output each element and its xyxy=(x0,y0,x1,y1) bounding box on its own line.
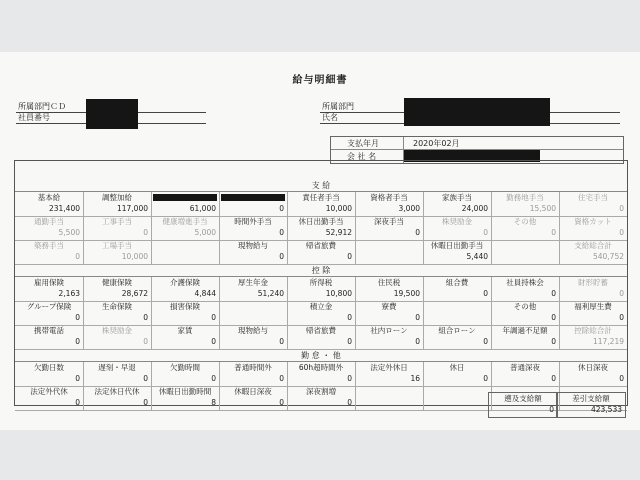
table-cell xyxy=(559,325,627,349)
table-cell xyxy=(151,277,220,301)
table-cell xyxy=(219,192,288,216)
net-pay-box xyxy=(556,392,626,418)
cell-value: 0 xyxy=(483,289,488,298)
cell-value: 5,000 xyxy=(194,228,216,237)
cell-value: 0 xyxy=(143,313,148,322)
cell-label: その他 xyxy=(513,302,537,311)
cell-value: 117,000 xyxy=(116,204,148,213)
row-divider xyxy=(15,349,627,350)
cell-label: 時間外手当 xyxy=(234,217,272,226)
cell-value: 0 xyxy=(551,374,556,383)
table-cell xyxy=(151,301,220,325)
cell-value: 0 xyxy=(619,204,624,213)
cell-label: 休日 xyxy=(449,363,465,372)
cell-value: 0 xyxy=(143,228,148,237)
retro-pay-value: 0 xyxy=(549,405,554,414)
cell-value: 0 xyxy=(619,374,624,383)
cell-label: 介護保険 xyxy=(170,278,200,287)
cell-label: 株奨励金 xyxy=(442,217,472,226)
cell-value: 5,500 xyxy=(58,228,80,237)
cell-value: 28,672 xyxy=(121,289,148,298)
cell-label: 社員持株会 xyxy=(506,278,544,287)
retro-pay-box xyxy=(488,392,558,418)
table-cell xyxy=(355,192,424,216)
cell-label: 帰省旅費 xyxy=(306,326,336,335)
cell-value: 0 xyxy=(347,374,352,383)
cell-label: 深夜手当 xyxy=(374,217,404,226)
redaction-bar xyxy=(221,194,285,201)
table-cell xyxy=(423,240,492,264)
table-cell xyxy=(491,277,560,301)
pay-month-label: 支払年月 xyxy=(347,139,379,148)
table-cell xyxy=(15,240,84,264)
table-cell xyxy=(559,362,627,386)
table-cell xyxy=(83,362,152,386)
cell-value: 540,752 xyxy=(592,252,624,261)
cell-value: 0 xyxy=(75,337,80,346)
cell-label: 年調過不足額 xyxy=(502,326,548,335)
cell-label: 住民税 xyxy=(377,278,401,287)
table-cell xyxy=(423,325,492,349)
cell-value: 0 xyxy=(279,374,284,383)
cell-label: 所得税 xyxy=(309,278,333,287)
cell-value: 0 xyxy=(347,398,352,407)
table-cell xyxy=(219,277,288,301)
table-cell xyxy=(219,216,288,240)
cell-value: 52,912 xyxy=(325,228,352,237)
cell-label: 株奨励金 xyxy=(102,326,132,335)
cell-label: 支給総合計 xyxy=(574,241,612,250)
pay-month-value: 2020年02月 xyxy=(413,139,460,148)
cell-label: その他 xyxy=(513,217,537,226)
table-cell xyxy=(559,216,627,240)
table-cell xyxy=(219,325,288,349)
cell-label: 健康保険 xyxy=(102,278,132,287)
cell-value: 15,500 xyxy=(529,204,556,213)
table-cell xyxy=(559,192,627,216)
table-cell xyxy=(83,386,152,410)
table-cell xyxy=(423,216,492,240)
table-cell xyxy=(423,362,492,386)
document-title: 給与明細書 xyxy=(292,75,348,86)
cell-value: 0 xyxy=(619,289,624,298)
table-cell xyxy=(355,362,424,386)
cell-value: 0 xyxy=(75,252,80,261)
table-cell xyxy=(491,301,560,325)
table-cell xyxy=(151,362,220,386)
cell-value: 117,219 xyxy=(592,337,624,346)
table-cell xyxy=(559,277,627,301)
cell-value: 0 xyxy=(619,313,624,322)
cell-value: 0 xyxy=(279,252,284,261)
table-cell xyxy=(559,240,627,264)
table-cell xyxy=(287,192,356,216)
name-label: 氏名 xyxy=(322,113,338,122)
cell-label: 法定外代休 xyxy=(30,387,68,396)
table-cell xyxy=(83,240,152,264)
table-cell xyxy=(355,386,424,410)
cell-value: 0 xyxy=(619,228,624,237)
cell-value: 61,000 xyxy=(189,204,216,213)
table-cell xyxy=(287,301,356,325)
table-cell xyxy=(15,192,84,216)
net-pay-label: 差引支給額 xyxy=(572,394,610,403)
table-cell xyxy=(491,216,560,240)
cell-label: 家族手当 xyxy=(442,193,472,202)
table-cell xyxy=(491,192,560,216)
cell-label: 工事手当 xyxy=(102,217,132,226)
table-cell xyxy=(287,240,356,264)
dept-label: 所属部門 xyxy=(322,102,354,111)
table-cell xyxy=(15,301,84,325)
cell-value: 2,163 xyxy=(58,289,80,298)
table-cell xyxy=(83,301,152,325)
table-cell xyxy=(355,240,424,264)
table-cell xyxy=(15,277,84,301)
table-cell xyxy=(219,301,288,325)
cell-label: 法定外休日 xyxy=(370,363,408,372)
cell-value: 0 xyxy=(211,313,216,322)
cell-label: 責任者手当 xyxy=(302,193,340,202)
cell-value: 0 xyxy=(143,337,148,346)
cell-value: 0 xyxy=(551,313,556,322)
cell-value: 10,000 xyxy=(121,252,148,261)
cell-value: 10,800 xyxy=(325,289,352,298)
company-label: 会 社 名 xyxy=(347,152,377,161)
employee-number-label: 社員番号 xyxy=(18,113,50,122)
section-payment-header: 支 給 xyxy=(15,181,627,192)
table-cell xyxy=(15,325,84,349)
table-cell xyxy=(151,240,220,264)
cell-label: 資格者手当 xyxy=(370,193,408,202)
cell-label: グループ保険 xyxy=(26,302,72,311)
cell-label: 生命保険 xyxy=(102,302,132,311)
cell-label: 組合ローン xyxy=(438,326,476,335)
table-cell xyxy=(423,386,492,410)
row-divider xyxy=(15,264,627,265)
cell-label: 住宅手当 xyxy=(578,193,608,202)
cell-value: 0 xyxy=(483,374,488,383)
cell-value: 0 xyxy=(211,337,216,346)
cell-value: 0 xyxy=(75,374,80,383)
cell-label: 積立金 xyxy=(309,302,333,311)
cell-label: 家賃 xyxy=(177,326,193,335)
cell-value: 4,844 xyxy=(194,289,216,298)
cell-value: 0 xyxy=(347,252,352,261)
table-cell xyxy=(151,325,220,349)
cell-value: 0 xyxy=(279,337,284,346)
net-pay-value: 423,533 xyxy=(590,405,622,414)
cell-label: 休日出勤手当 xyxy=(298,217,344,226)
cell-label: 携帯電話 xyxy=(34,326,64,335)
table-cell xyxy=(83,325,152,349)
cell-label: 普通深夜 xyxy=(510,363,540,372)
cell-value: 0 xyxy=(143,398,148,407)
cell-label: 休暇日深夜 xyxy=(234,387,272,396)
payslip-table xyxy=(14,160,628,406)
table-cell xyxy=(83,277,152,301)
cell-label: 築務手当 xyxy=(34,241,64,250)
cell-label: 60h超時間外 xyxy=(298,363,344,372)
table-cell xyxy=(287,362,356,386)
table-cell xyxy=(423,277,492,301)
cell-label: 控除総合計 xyxy=(574,326,612,335)
redaction-bar xyxy=(153,194,217,201)
cell-label: 雇用保険 xyxy=(34,278,64,287)
table-cell xyxy=(423,192,492,216)
retro-pay-label: 遡及支給額 xyxy=(504,394,542,403)
table-cell xyxy=(219,240,288,264)
cell-label: 社内ローン xyxy=(370,326,408,335)
cell-value: 16 xyxy=(410,374,420,383)
cell-label: 休暇日出勤手当 xyxy=(430,241,484,250)
cell-label: 欠勤日数 xyxy=(34,363,64,372)
table-cell xyxy=(15,216,84,240)
cell-label: 欠勤時間 xyxy=(170,363,200,372)
table-cell xyxy=(219,386,288,410)
table-cell xyxy=(83,192,152,216)
cell-label: 休日深夜 xyxy=(578,363,608,372)
cell-value: 51,240 xyxy=(257,289,284,298)
table-cell xyxy=(355,277,424,301)
cell-label: 遅刻・早退 xyxy=(98,363,136,372)
cell-value: 0 xyxy=(415,313,420,322)
table-cell xyxy=(287,386,356,410)
cell-label: 損害保険 xyxy=(170,302,200,311)
cell-value: 0 xyxy=(551,337,556,346)
cell-value: 0 xyxy=(347,313,352,322)
cell-label: 普通時間外 xyxy=(234,363,272,372)
cell-value: 3,000 xyxy=(398,204,420,213)
table-cell xyxy=(355,301,424,325)
table-cell xyxy=(83,216,152,240)
table-cell xyxy=(491,362,560,386)
cell-label: 寮費 xyxy=(381,302,397,311)
cell-value: 0 xyxy=(551,228,556,237)
cell-value: 0 xyxy=(483,337,488,346)
table-cell xyxy=(151,216,220,240)
table-cell xyxy=(219,362,288,386)
cell-label: 厚生年金 xyxy=(238,278,268,287)
table-cell xyxy=(355,216,424,240)
cell-value: 231,400 xyxy=(48,204,80,213)
redaction-employee-id xyxy=(86,99,138,129)
table-cell xyxy=(423,301,492,325)
cell-label: 基本給 xyxy=(37,193,61,202)
cell-value: 0 xyxy=(415,228,420,237)
cell-value: 0 xyxy=(143,374,148,383)
cell-label: 休暇日出勤時間 xyxy=(158,387,212,396)
cell-value: 0 xyxy=(211,374,216,383)
cell-value: 10,000 xyxy=(325,204,352,213)
cell-value: 8 xyxy=(211,398,216,407)
cell-value: 0 xyxy=(279,204,284,213)
cell-value: 0 xyxy=(75,398,80,407)
table-cell xyxy=(355,325,424,349)
cell-value: 0 xyxy=(483,228,488,237)
cell-label: 通勤手当 xyxy=(34,217,64,226)
table-cell xyxy=(287,216,356,240)
cell-label: 健康増進手当 xyxy=(162,217,208,226)
cell-label: 勤務地手当 xyxy=(506,193,544,202)
cell-label: 資格カット xyxy=(574,217,612,226)
table-cell xyxy=(15,386,84,410)
table-cell xyxy=(151,192,220,216)
cell-value: 19,500 xyxy=(393,289,420,298)
table-cell xyxy=(287,277,356,301)
cell-label: 法定休日代休 xyxy=(94,387,140,396)
table-cell xyxy=(287,325,356,349)
table-cell xyxy=(151,386,220,410)
cell-value: 0 xyxy=(415,337,420,346)
cell-label: 帰省旅費 xyxy=(306,241,336,250)
redaction-name xyxy=(404,98,550,126)
cell-label: 福利厚生費 xyxy=(574,302,612,311)
table-cell xyxy=(491,325,560,349)
cell-label: 現物給与 xyxy=(238,241,268,250)
cell-value: 24,000 xyxy=(461,204,488,213)
table-cell xyxy=(491,240,560,264)
table-cell xyxy=(559,301,627,325)
cell-label: 財形貯蓄 xyxy=(578,278,608,287)
cell-label: 現物給与 xyxy=(238,326,268,335)
cell-value: 0 xyxy=(279,398,284,407)
cell-value: 0 xyxy=(279,228,284,237)
dept-cd-label: 所属部門ＣＤ xyxy=(18,102,66,111)
cell-label: 調整加給 xyxy=(102,193,132,202)
cell-value: 0 xyxy=(551,289,556,298)
cell-label: 組合費 xyxy=(445,278,469,287)
cell-label: 深夜割増 xyxy=(306,387,336,396)
cell-value: 0 xyxy=(347,337,352,346)
section-attendance-header: 勤 怠 ・ 他 xyxy=(15,351,627,362)
cell-value: 5,440 xyxy=(466,252,488,261)
section-deduction-header: 控 除 xyxy=(15,266,627,277)
cell-value: 0 xyxy=(75,313,80,322)
cell-label: 工場手当 xyxy=(102,241,132,250)
table-cell xyxy=(15,362,84,386)
